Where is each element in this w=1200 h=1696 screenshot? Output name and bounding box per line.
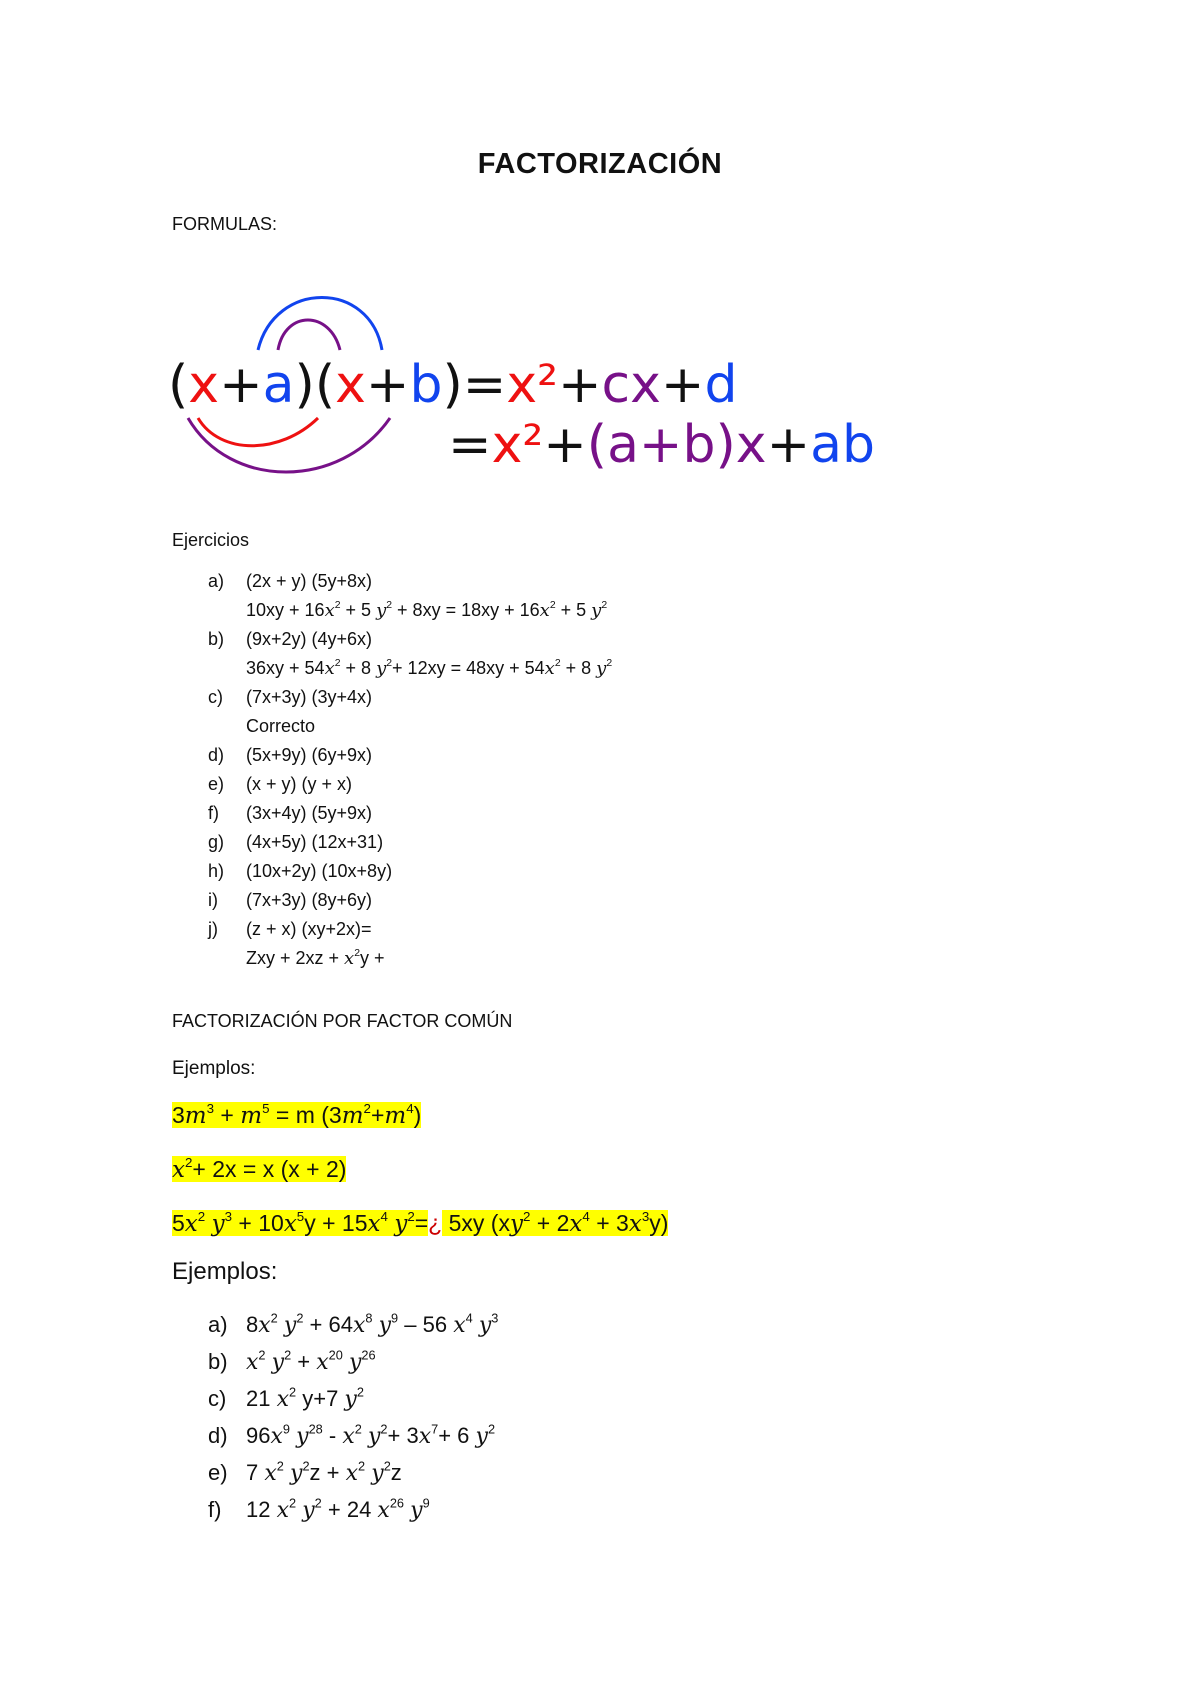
f2-t5: ab (810, 415, 876, 475)
exercise-letter: a) (208, 571, 225, 591)
hl-text-3-sym: ¿ (428, 1210, 443, 1236)
highlight-example-3 (172, 1210, 668, 1237)
exercise-letter: g) (208, 832, 225, 852)
example2-letter: c) (208, 1386, 227, 1411)
f1-t6: + (365, 355, 410, 415)
highlight-example-1 (172, 1102, 421, 1129)
hl-text-2: $x^2+ 2x = x$ (x + 2) (172, 1155, 347, 1183)
example2-text: 21 $x^2$ y+7 $y^2$ (246, 1384, 364, 1412)
exercise-text: Correcto (246, 716, 316, 736)
example2-letter: d) (208, 1423, 228, 1448)
example2-letter: a) (208, 1312, 228, 1337)
exercise-text: $36xy + 54x^2 + 8$ $y^2+ 12xy = 48xy + 54x^2 + 8$ $y^2$ (246, 658, 613, 679)
example2-letter: f) (208, 1497, 222, 1522)
formula-line-2 (448, 415, 875, 475)
exercise-text: (7x+3y) (8y+6y) (246, 890, 373, 910)
hl-text-3b: 5xy $(xy^2 + 2x^4 + 3x^3y)$ (442, 1209, 669, 1237)
f1-t10: + (557, 355, 602, 415)
hl-text-3a: $5x^2$ $y^3 + 10x^5y + 15x^4$ $y^2=$ (172, 1209, 429, 1237)
arc-red (198, 418, 318, 446)
f1-t0: ( (168, 355, 189, 415)
example2-text: 12 $x^2$ $y^2 + 24$ $x^{26}$ $y^9$ (246, 1495, 430, 1523)
exercise-letter: f) (208, 803, 219, 823)
exercise-text: (2x + y) (5y+8x) (246, 571, 373, 591)
example2-text: 7 $x^2$ $y^2z + x^2$ $y^2z$ (246, 1458, 402, 1486)
exercise-text: (5x+9y) (6y+9x) (246, 745, 373, 765)
f2-t3: (a+b)x (586, 415, 767, 475)
exercise-text: $10xy + 16x^2 + 5$ $y^2 + 8xy = 18xy + 16x^2 + 5$ $y^2$ (246, 600, 608, 621)
f2-t4: + (766, 415, 811, 475)
exercise-letter: d) (208, 745, 225, 765)
f1-t1: x (188, 355, 220, 415)
exercise-text: (x + y) (y + x) (246, 774, 353, 794)
f1-t5: x (335, 355, 366, 415)
exercise-text: (z + x) (xy+2x)= (246, 919, 372, 939)
formula-line-1 (168, 355, 738, 415)
f1-t13: d (704, 355, 738, 415)
f2-t1: x² (491, 415, 544, 475)
f1-t8: )= (442, 355, 507, 415)
exercise-text: (4x+5y) (12x+31) (246, 832, 384, 852)
exercise-text: (10x+2y) (10x+8y) (246, 861, 393, 881)
highlight-example-2 (172, 1156, 346, 1183)
arc-purple-bottom (188, 418, 390, 472)
exercise-letter: e) (208, 774, 225, 794)
f1-t12: + (660, 355, 705, 415)
exercise-text: Zxy + $2xz + x^2y$ + (246, 948, 385, 969)
arc-purple-top (278, 320, 340, 350)
example2-text: $96x^9$ $y^{28} - x^2$ $y^2+ 3x^7+ 6$ $y^2$ (246, 1421, 496, 1449)
exercise-letter: c) (208, 687, 223, 707)
page-title: FACTORIZACIÓN (477, 148, 723, 180)
f1-t11: cx (601, 355, 661, 415)
exercise-text: (9x+2y) (4y+6x) (246, 629, 373, 649)
formula-diagram (160, 290, 880, 500)
exercise-letter: b) (208, 629, 225, 649)
f2-t2: + (543, 415, 587, 475)
f1-t2: + (219, 355, 263, 415)
f1-t3: a (262, 355, 295, 415)
example2-letter: b) (208, 1349, 228, 1374)
f1-t4: )( (294, 355, 336, 415)
exercise-text: (7x+3y) (3y+4x) (246, 687, 373, 707)
example2-text: $8x^2$ $y^2 + 64x^8$ $y^9 - 56$ $x^4$ $y^3$ (246, 1310, 499, 1338)
example2-letter: e) (208, 1460, 228, 1485)
f1-t9: x² (506, 355, 558, 415)
exercise-letter: h) (208, 861, 225, 881)
section-title: FACTORIZACIÓN POR FACTOR COMÚN (172, 1011, 513, 1031)
f2-t0: = (448, 415, 492, 475)
example2-text: $x^2$ $y^2 + x^{20}$ $y^{26}$ (246, 1347, 376, 1375)
ejemplos2-label: Ejemplos: (172, 1258, 278, 1285)
ejemplos-label: Ejemplos: (172, 1058, 256, 1079)
exercise-text: (3x+4y) (5y+9x) (246, 803, 373, 823)
exercise-letter: i) (208, 890, 218, 910)
exercise-letter: j) (208, 919, 218, 939)
formulas-label: FORMULAS: (172, 214, 278, 234)
hl-text-1: $3m^3 + m^5 = m$ $(3m^2+m^4)$ (172, 1101, 422, 1129)
ejercicios-label: Ejercicios (172, 530, 250, 550)
f1-t7: b (409, 355, 443, 415)
